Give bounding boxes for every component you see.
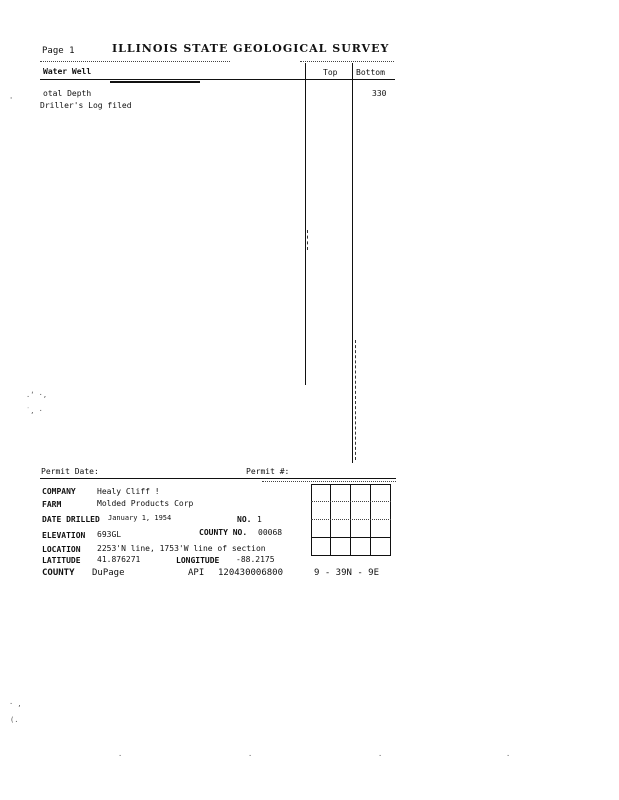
column-dash-mark — [307, 230, 308, 250]
page-number: Page 1 — [42, 46, 75, 56]
date-drilled-value: January 1, 1954 — [108, 514, 172, 522]
api-label: API — [188, 568, 205, 578]
scan-speck: (. — [10, 716, 19, 724]
permit-rule — [40, 478, 396, 479]
section-label: Water Well — [43, 67, 92, 76]
elevation-label: ELEVATION — [42, 531, 86, 540]
section-locator-grid — [311, 484, 391, 556]
scan-speck: · — [118, 752, 123, 760]
farm-label: FARM — [42, 500, 62, 509]
table-row-bottom: 330 — [372, 89, 387, 98]
longitude-value: -88.2175 — [236, 555, 275, 564]
scan-speck: · — [378, 752, 383, 760]
scan-speck: ' — [9, 96, 14, 104]
date-drilled-label: DATE DRILLED — [42, 515, 100, 524]
scan-speck: · — [506, 752, 511, 760]
table-header-rule — [40, 79, 395, 80]
column-header-bottom: Bottom — [356, 68, 385, 77]
scan-speck: · — [248, 752, 253, 760]
table-row-description: Driller's Log filed — [40, 101, 132, 110]
well-number-label: NO. — [237, 515, 252, 524]
company-label: COMPANY — [42, 487, 76, 496]
county-no-value: 00068 — [258, 528, 283, 537]
scan-speck: ˙, · — [26, 407, 43, 415]
county-value: DuPage — [92, 568, 125, 578]
table-header-underline — [110, 81, 200, 83]
column-divider-bottom — [352, 63, 353, 463]
scan-speck: .‘ ·, — [26, 391, 48, 399]
grid-top-dotted-rule — [262, 481, 396, 482]
permit-number-label: Permit #: — [246, 467, 290, 476]
table-row-description: otal Depth — [43, 89, 92, 98]
column-dash-mark-2 — [355, 340, 356, 460]
header-dotted-rule — [40, 61, 230, 62]
permit-date-label: Permit Date: — [41, 467, 99, 476]
location-label: LOCATION — [42, 545, 81, 554]
latitude-label: LATITUDE — [42, 556, 81, 565]
county-label: COUNTY — [42, 568, 75, 578]
farm-value: Molded Products Corp — [97, 499, 194, 508]
well-number-value: 1 — [257, 515, 262, 524]
latitude-value: 41.876271 — [97, 555, 141, 564]
scan-speck: · , — [9, 700, 22, 708]
company-value: Healy Cliff ! — [97, 487, 160, 496]
column-divider-top — [305, 63, 306, 385]
location-value: 2253'N line, 1753'W line of section — [97, 544, 266, 553]
section-township-range: 9 - 39N - 9E — [314, 568, 380, 578]
county-no-label: COUNTY NO. — [199, 528, 248, 537]
document-title: ILLINOIS STATE GEOLOGICAL SURVEY — [112, 42, 390, 55]
header-dotted-rule-right — [300, 61, 394, 62]
api-value: 120430006800 — [218, 568, 284, 578]
elevation-value: 693GL — [97, 530, 122, 539]
column-header-top: Top — [323, 68, 338, 77]
longitude-label: LONGITUDE — [176, 556, 220, 565]
